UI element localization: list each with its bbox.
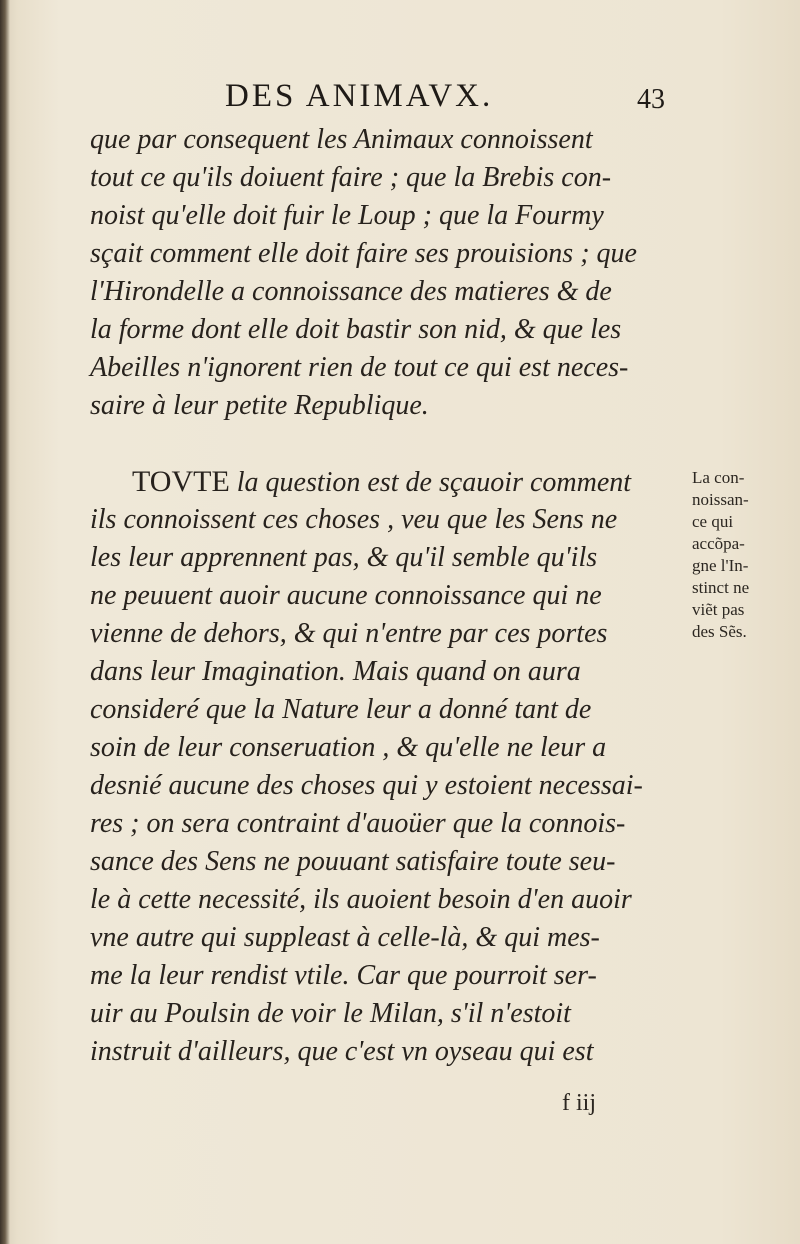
text-line: instruit d'ailleurs, que c'est vn oyseau qui est [90,1036,594,1067]
text-line: noist qu'elle doit fuir le Loup ; que la Fourmy [90,200,604,231]
text-line: que par consequent les Animaux connoissent [90,124,593,155]
text-line: le à cette necessité, ils auoient besoin d'en auoir [90,884,632,915]
text-line: dans leur Imagination. Mais quand on aura [90,656,581,687]
margin-note-line: stinct ne [692,578,750,597]
text-line: vienne de dehors, & qui n'entre par ces portes [90,618,608,649]
opening-line-text: la question est de sçauoir comment [236,467,632,498]
margin-note-line: gne l'In- [692,556,749,575]
running-title: DES ANIMAVX. [225,78,494,114]
opening-word: TOVTE [132,465,230,498]
text-line: sance des Sens ne pouuant satisfaire toute seu- [90,846,616,877]
text-line: les leur apprennent pas, & qu'il semble qu'ils [90,542,598,573]
paragraph-opening-line [132,464,688,501]
page-gutter-shadow [0,0,10,1244]
text-line: la forme dont elle doit bastir son nid, & que les [90,314,622,345]
text-line: tout ce qu'ils doiuent faire ; que la Brebis con- [90,162,612,193]
margin-note-line: La con- [692,468,745,487]
signature-mark: f iij [562,1090,596,1116]
text-line: desnié aucune des choses qui y estoient necessai- [90,770,643,801]
text-line: uir au Poulsin de voir le Milan, s'il n'estoit [90,998,571,1029]
text-line: ils connoissent ces choses , veu que les Sens ne [90,504,618,535]
margin-note-line: des Sẽs. [692,622,747,641]
text-line: vne autre qui suppleast à celle-là, & qui mes- [90,922,600,953]
text-line: res ; on sera contraint d'auoüer que la connois- [90,808,626,839]
text-line: l'Hirondelle a connoissance des matieres & de [90,276,612,307]
text-line: Abeilles n'ignorent rien de tout ce qui est neces- [90,352,629,383]
text-line: soin de leur conseruation , & qu'elle ne leur a [90,732,607,763]
text-line: saire à leur petite Republique. [90,390,429,421]
running-header [225,78,665,118]
margin-note [692,467,792,643]
margin-note-line: accõpa- [692,534,745,553]
text-line: consideré que la Nature leur a donné tant de [90,694,592,725]
margin-note-line: ce qui [692,512,734,531]
page-number: 43 [637,84,665,115]
margin-note-line: noissan- [692,490,749,509]
margin-note-line: viẽt pas [692,600,745,619]
text-line: me la leur rendist vtile. Car que pourroit ser- [90,960,597,991]
text-line: ne peuuent auoir aucune connoissance qui ne [90,580,602,611]
text-line: sçait comment elle doit faire ses prouisions ; que [90,238,637,269]
